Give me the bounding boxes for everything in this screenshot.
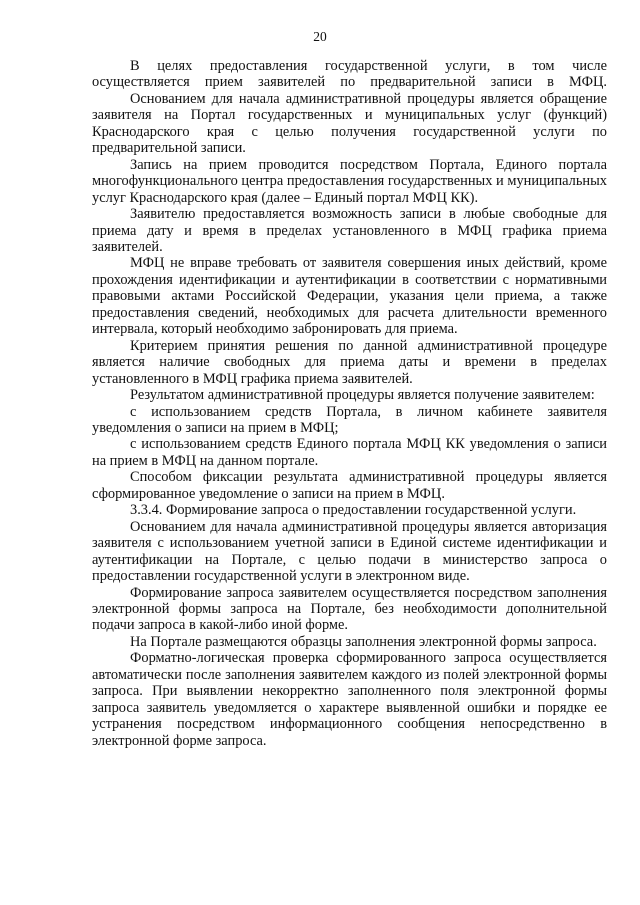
paragraph-10: Способом фиксации результата административной процедуры является сформированное уведомление о записи на прием в МФЦ.	[92, 469, 607, 502]
paragraph-4: Заявителю предоставляется возможность записи в любые свободные для приема дату и время в пределах установленного в МФЦ графика приема заявителей.	[92, 206, 607, 255]
paragraph-3: Запись на прием проводится посредством Портала, Единого портала многофункционального центра предоставления государственных и муниципальных услуг Краснодарского края (далее – Единый портал МФЦ КК).	[92, 156, 607, 206]
page-number: 20	[313, 29, 327, 44]
paragraph-7: Результатом административной процедуры является получение заявителем:	[130, 387, 595, 404]
paragraph-12: Основанием для начала административной процедуры является авторизация заявителя с использованием учетной записи в Единой системе идентификации и аутентификации на Портале, с целью подачи в министерство запроса о предоставлении государственной услуги в электронном виде.	[92, 518, 607, 585]
paragraph-1: В целях предоставления государственной услуги, в том числе осуществляется прием заявителей по предварительной записи в МФЦ.	[92, 58, 607, 91]
section-heading-3-3-4: 3.3.4. Формирование запроса о предоставлении государственной услуги.	[130, 502, 577, 519]
paragraph-6: Критерием принятия решения по данной административной процедуре является наличие свободных для приема даты и времени в пределах установленного в МФЦ графика приема заявителей.	[92, 337, 607, 387]
paragraph-9: с использованием средств Единого портала МФЦ КК уведомления о записи на прием в МФЦ на данном портале.	[92, 436, 607, 469]
paragraph-2: Основанием для начала административной процедуры является обращение заявителя на Портал государственных и муниципальных услуг (функций) Краснодарского края с целью получения государственной услуги по предварительной записи.	[92, 90, 607, 157]
paragraph-8: с использованием средств Портала, в личном кабинете заявителя уведомления о записи на прием в МФЦ;	[92, 403, 607, 436]
paragraph-5: МФЦ не вправе требовать от заявителя совершения иных действий, кроме прохождения идентификации и аутентификации в соответствии с нормативными правовыми актами Российской Федерации, указания цели приема, а также предоставления сведений, необходимых для расчета длительности временного интервала, который необходимо забронировать для приема.	[92, 255, 607, 338]
paragraph-13: Формирование запроса заявителем осуществляется посредством заполнения электронной формы запроса на Портале, без необходимости дополнительной подачи запроса в какой-либо иной форме.	[92, 584, 607, 634]
document-body	[92, 58, 607, 749]
paragraph-14: На Портале размещаются образцы заполнения электронной формы запроса.	[130, 633, 597, 650]
paragraph-15: Форматно-логическая проверка сформированного запроса осуществляется автоматически после заполнения заявителем каждого из полей электронной формы запроса. При выявлении некорректно заполненного поля электронной формы запроса заявитель уведомляется о характере выявленной ошибки и порядке ее устранения посредством информационного сообщения непосредственно в электронной форме запроса.	[92, 650, 607, 749]
